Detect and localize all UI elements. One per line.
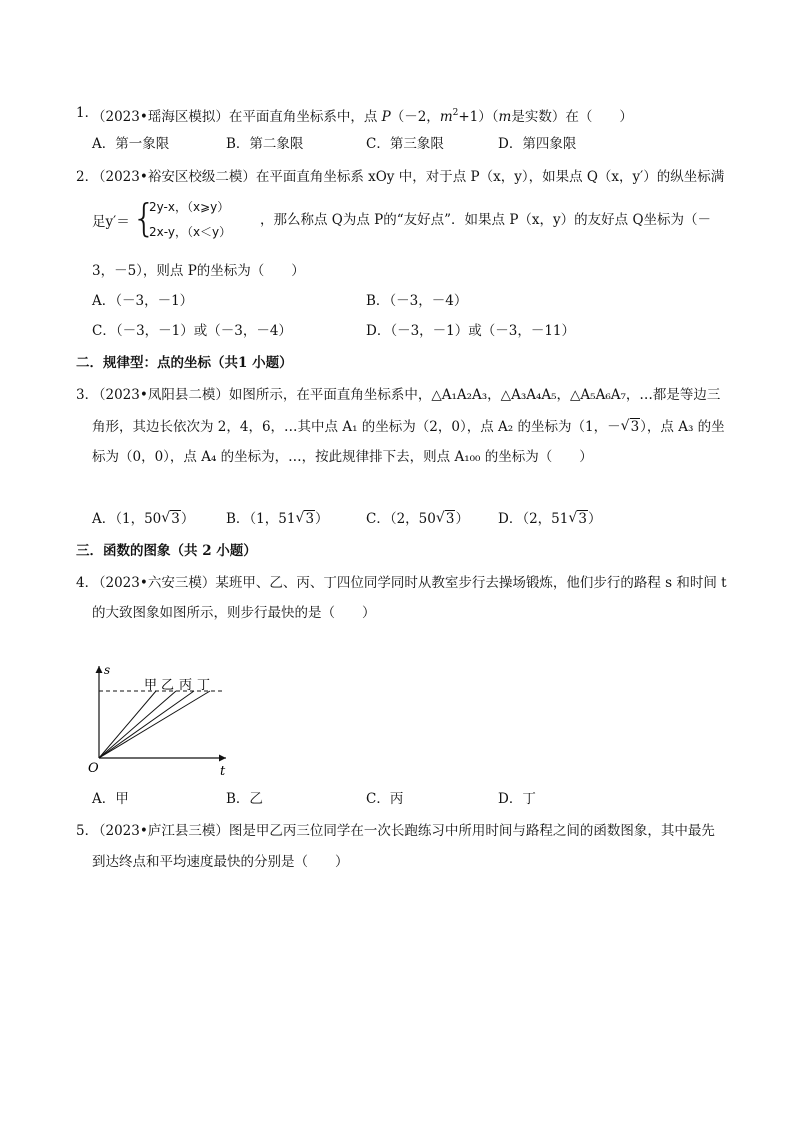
brace: {	[132, 196, 157, 240]
question-4-line-2: 的大致图象如图所示，则步行最快的是（ ）	[92, 605, 376, 621]
piecewise-lhs: 足y′＝	[92, 214, 130, 230]
q2-option-b[interactable]: B．（－3，－4）	[366, 293, 468, 309]
question-2-line-1: （2023•裕安区校级二模）在平面直角坐标系 xOy 中，对于点 P（x，y），如果点 Q（x，y′）的纵坐标满	[92, 169, 725, 185]
question-3-line-2	[92, 418, 725, 436]
option-label: D．	[498, 511, 523, 527]
point-p: P	[381, 109, 391, 125]
option-text: （2，51	[522, 511, 569, 527]
question-2-number: 2．	[76, 169, 99, 185]
question-3-line-1: （2023•凤阳县二模）如图所示，在平面直角坐标系中，△A₁A₂A₃，△A₃A₄A₅，△A₅A₆A₇，…都是等边三	[92, 387, 721, 403]
sqrt-expression	[295, 510, 315, 528]
question-2-line-2: ，那么称点 Q为点 P的“友好点”．如果点 P（x，y）的友好点 Q坐标为（－	[260, 212, 712, 228]
q1-option-d[interactable]: D．第四象限	[498, 136, 577, 152]
q4-option-a[interactable]: A．甲	[92, 791, 129, 807]
piecewise-case-1: 2y-x，（x⩾y）	[149, 200, 230, 214]
x-axis-label: t	[220, 764, 226, 779]
line-yi	[99, 691, 176, 758]
q2-option-d[interactable]: D．（－3，－1）或（－3，－11）	[366, 323, 576, 339]
section-2-heading: 二．规律型：点的坐标（共1 小题）	[76, 355, 293, 371]
q4-option-d[interactable]: D．丁	[498, 791, 536, 807]
q1-option-c[interactable]: C．第三象限	[366, 136, 444, 152]
question-1-text: 是实数）在（ ）	[511, 109, 633, 125]
q3-option-d[interactable]	[498, 510, 601, 528]
question-4-number: 4．	[76, 575, 99, 591]
q3-option-a[interactable]	[92, 510, 194, 528]
exponent: 2	[452, 108, 459, 118]
sqrt-expression	[161, 510, 181, 528]
piecewise-case-2: 2x-y，（x＜y）	[149, 225, 232, 239]
y-axis-label: s	[104, 663, 111, 677]
option-text: ）	[180, 511, 195, 527]
variable-m: m	[498, 109, 512, 125]
label-jia: 甲	[144, 678, 158, 693]
sqrt-expression	[568, 510, 588, 528]
question-3-number: 3．	[76, 387, 99, 403]
option-text: ）	[315, 511, 329, 527]
option-label: A．	[92, 511, 116, 527]
q3-option-b[interactable]	[226, 510, 329, 528]
label-ding: 丁	[197, 678, 211, 693]
line-bing	[99, 691, 194, 758]
question-1-stem	[92, 104, 633, 126]
option-text: ）	[455, 511, 469, 527]
q4-option-b[interactable]: B．乙	[226, 791, 263, 807]
sqrt-expression	[436, 510, 456, 528]
question-3-text: 角形，其边长依次为 2，4，6，…其中点 A₁ 的坐标为（2，0），点 A₂ 的坐标为	[92, 419, 572, 435]
q2-option-a[interactable]: A．（－3，－1）	[92, 293, 194, 309]
q3-option-c[interactable]	[366, 510, 469, 528]
question-5-line-1: （2023•庐江县三模）图是甲乙丙三位同学在一次长跑练习中所用时间与路程之间的函数图象，其中最先	[92, 823, 715, 839]
radicand: 3	[305, 511, 315, 527]
sqrt-expression	[621, 418, 641, 436]
option-text: ）	[587, 511, 602, 527]
label-bing: 丙	[179, 678, 193, 693]
radicand: 3	[578, 511, 587, 527]
radicand: 3	[171, 511, 180, 527]
coord-text: （1，－	[571, 419, 621, 435]
option-text: （1，51	[249, 511, 296, 527]
question-3-text: ），点 A₃ 的坐	[640, 419, 725, 435]
origin-label: O	[88, 761, 99, 776]
question-2-line-3: 3，－5），则点 P的坐标为（ ）	[92, 263, 305, 279]
section-3-heading: 三．函数的图象（共 2 小题）	[76, 543, 257, 559]
question-5-number: 5．	[76, 823, 99, 839]
variable-m: m	[439, 109, 453, 125]
q4-option-c[interactable]: C．丙	[366, 791, 404, 807]
q1-option-a[interactable]: A．第一象限	[92, 136, 170, 152]
distance-time-graph	[86, 660, 236, 780]
option-label: C．	[366, 511, 390, 527]
question-1-text: 在平面直角坐标系中，点	[228, 109, 378, 125]
question-1-number: 1．	[76, 105, 99, 121]
question-1-source: （2023•瑶海区模拟）	[92, 109, 229, 125]
piecewise-definition	[92, 198, 262, 242]
question-3-line-3: 标为（0，0），点 A₄ 的坐标为，…，按此规律排下去，则点 A₁₀₀ 的坐标为（ ）	[92, 449, 593, 465]
question-4-line-1: （2023•六安三模）某班甲、乙、丙、丁四位同学同时从教室步行去操场锻炼，他们步行的路程 s 和时间 t	[92, 575, 727, 591]
radicand: 3	[445, 511, 455, 527]
option-text: （1，50	[115, 511, 162, 527]
question-1-text: +1）（	[458, 109, 499, 125]
question-1-text: （－2，	[390, 109, 440, 125]
q1-option-b[interactable]: B．第二象限	[226, 136, 304, 152]
question-5-line-2: 到达终点和平均速度最快的分别是（ ）	[92, 854, 349, 870]
line-jia	[99, 691, 156, 758]
q2-option-c[interactable]: C．（－3，－1）或（－3，－4）	[92, 323, 292, 339]
label-yi: 乙	[161, 678, 175, 693]
option-label: B．	[226, 511, 250, 527]
option-text: （2，50	[389, 511, 436, 527]
radicand: 3	[630, 419, 640, 435]
line-ding	[99, 691, 210, 758]
